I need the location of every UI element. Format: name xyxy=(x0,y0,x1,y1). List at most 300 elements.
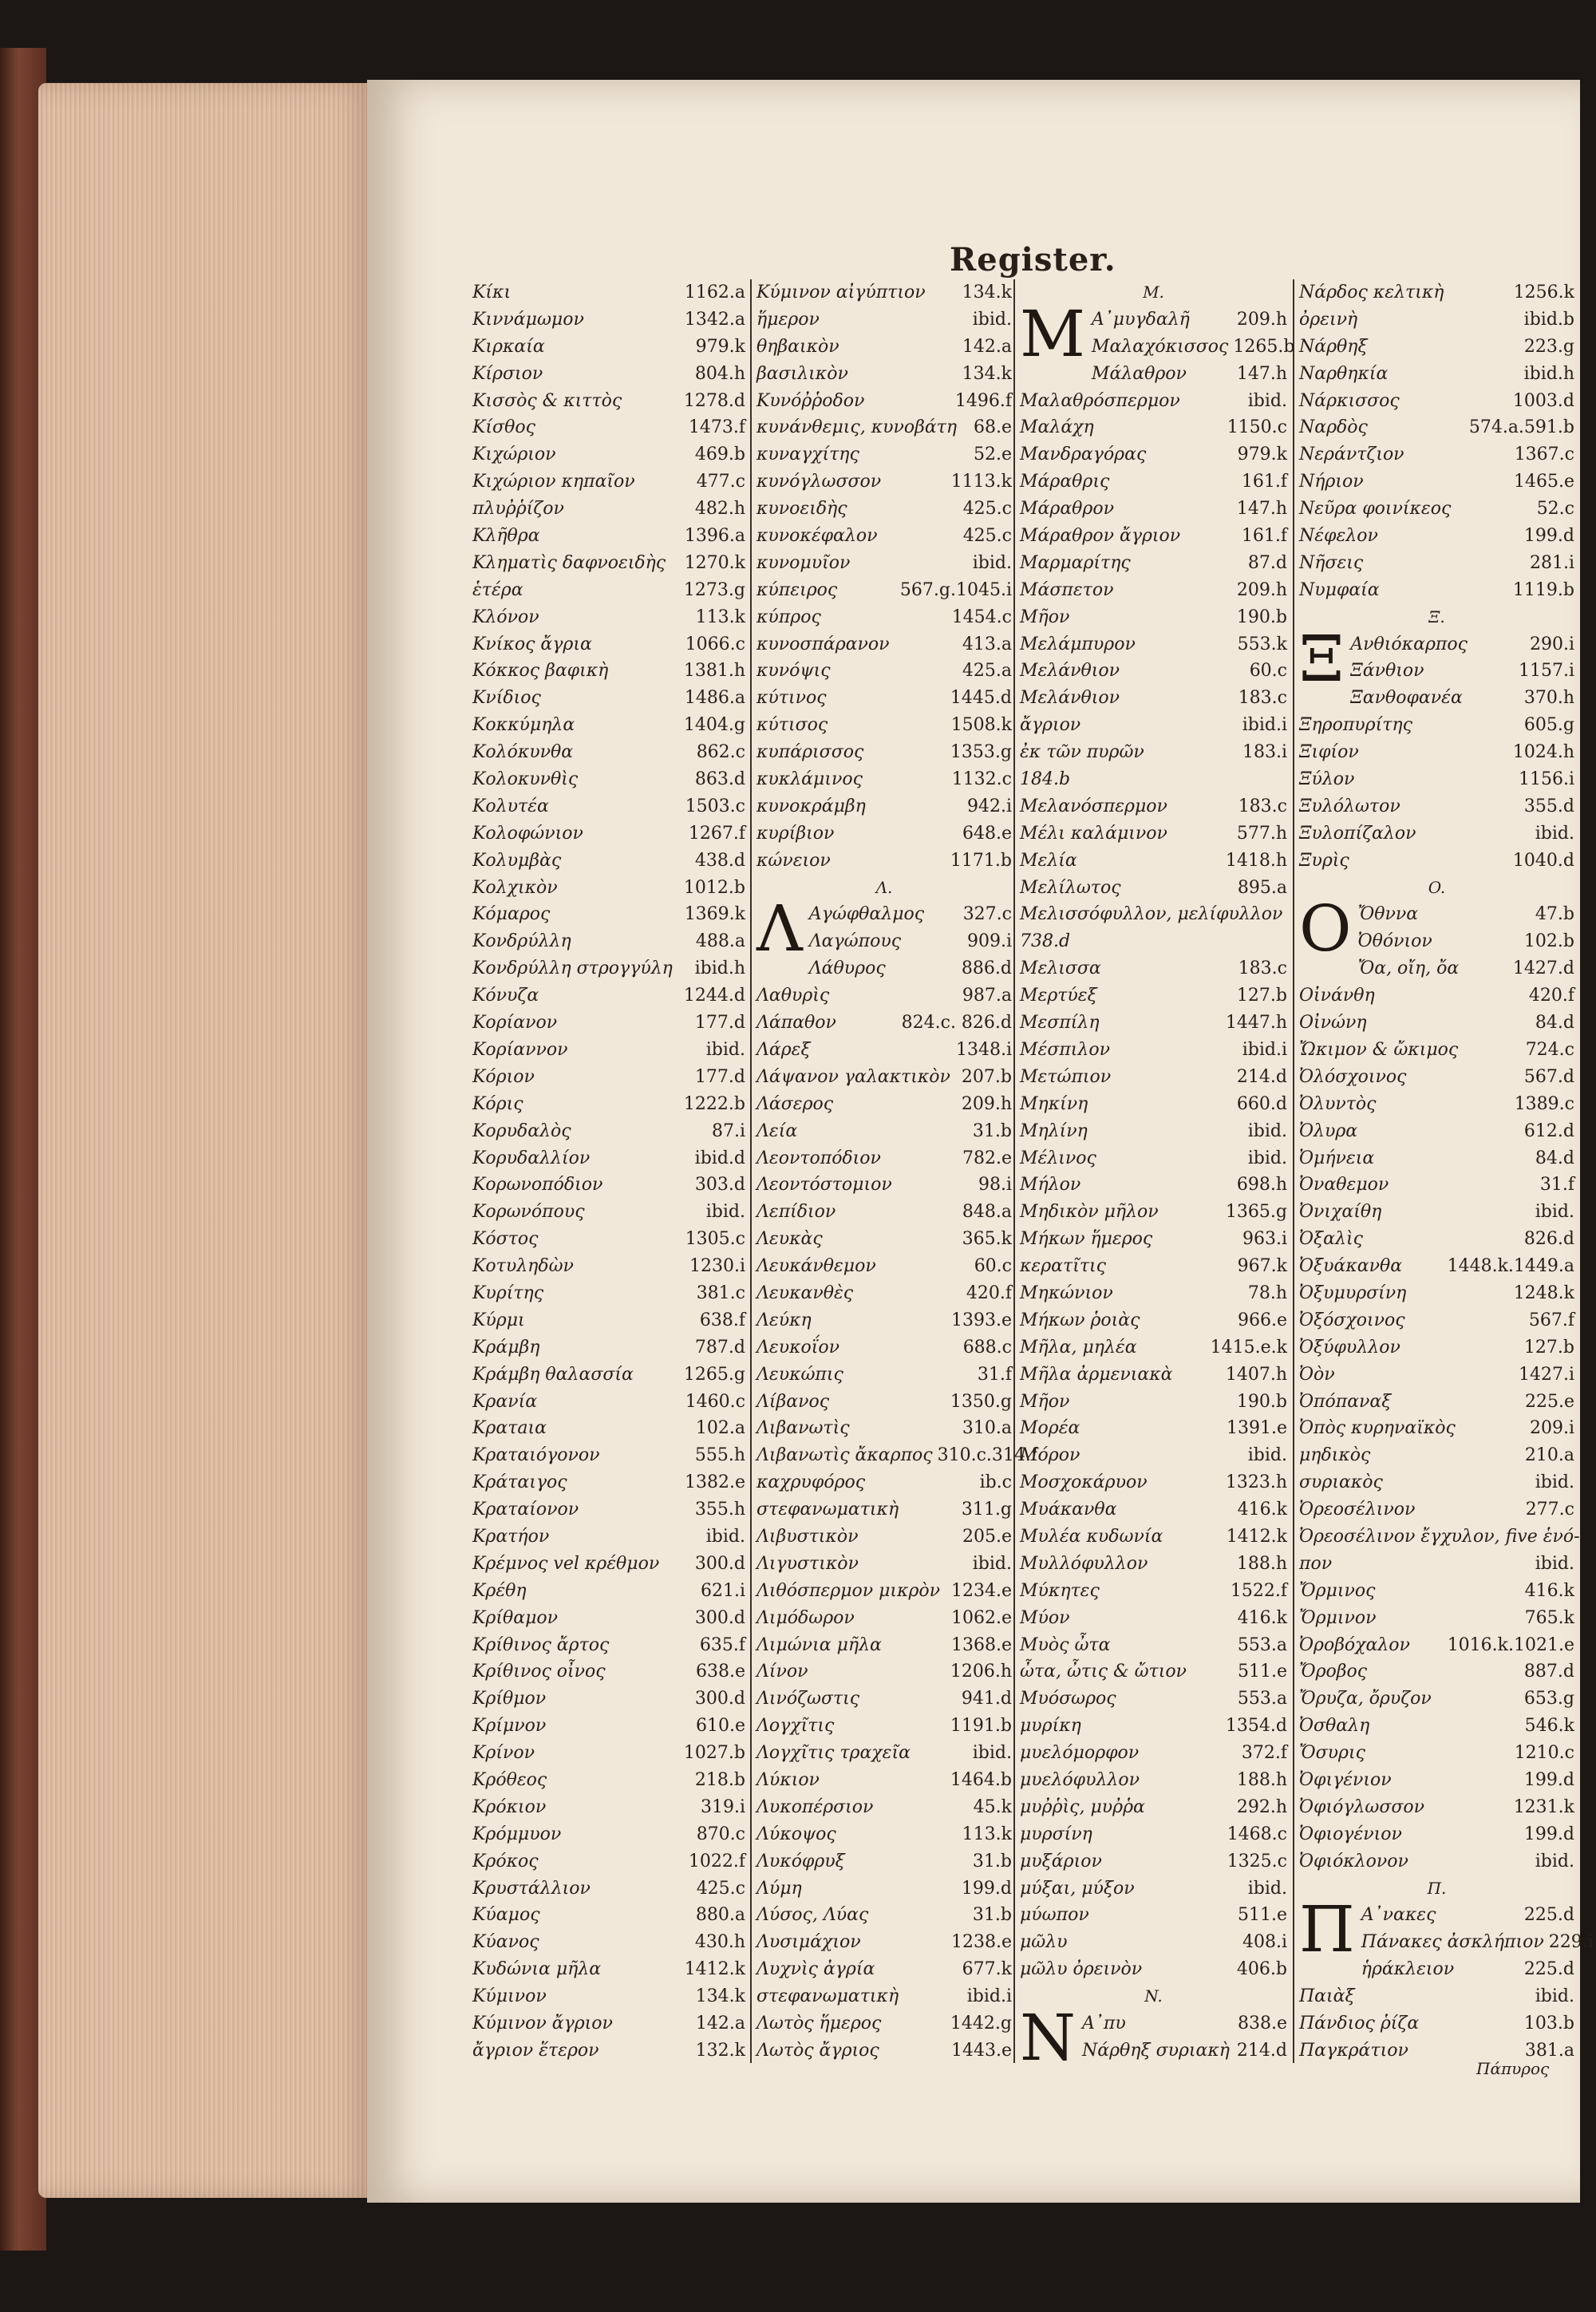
index-entry xyxy=(472,1658,745,1686)
entry-reference: 577.h xyxy=(1236,823,1287,844)
entry-reference: 1150.c xyxy=(1227,417,1287,438)
index-entry xyxy=(1299,577,1574,604)
entry-reference: 1267.f xyxy=(688,823,745,844)
entry-reference: 98.i xyxy=(978,1175,1012,1196)
entry-term: Κολχικὸν xyxy=(472,877,558,898)
index-entry xyxy=(472,1983,745,2010)
entry-term: Λ. xyxy=(875,877,893,897)
entry-term: στεφανωματικὴ xyxy=(757,1986,899,2007)
entry-term: Κραταιόγονον xyxy=(472,1445,600,1466)
entry-term: Λύκοψος xyxy=(757,1824,836,1844)
entry-reference: 909.i xyxy=(966,931,1012,952)
index-entry xyxy=(1299,1307,1574,1334)
entry-reference: 1265.b xyxy=(1233,336,1295,357)
entry-term: Νάρδος κελτικὴ xyxy=(1299,283,1444,302)
entry-term: Μάραθρις xyxy=(1020,472,1110,492)
entry-reference: 209.i xyxy=(1529,1418,1574,1439)
index-entry xyxy=(1020,1821,1287,1848)
entry-reference: 1022.f xyxy=(688,1851,745,1871)
entry-term: Ὄροβος xyxy=(1299,1662,1368,1682)
index-entry xyxy=(472,1389,745,1416)
entry-term: Κλόνον xyxy=(472,607,539,627)
entry-reference: 1191.b xyxy=(950,1716,1012,1737)
entry-reference: 103.b xyxy=(1523,2014,1574,2033)
entry-reference: 1464.b xyxy=(950,1769,1012,1790)
entry-reference: 804.h xyxy=(694,363,745,384)
entry-reference: 787.d xyxy=(694,1337,745,1358)
entry-term: Κονδρύλλη στρογγύλη xyxy=(472,958,673,979)
index-entry xyxy=(757,523,1012,550)
index-entry xyxy=(472,1226,745,1253)
entry-term: Μοσχοκάρυον xyxy=(1020,1472,1148,1493)
index-entry xyxy=(1350,658,1574,685)
entry-reference: 300.d xyxy=(694,1689,745,1709)
entry-reference: 612.d xyxy=(1523,1120,1574,1141)
index-entry xyxy=(472,361,745,388)
entry-term: Πάνακες ἀσκλήπιον xyxy=(1361,1932,1544,1953)
entry-reference: 102.a xyxy=(695,1418,745,1439)
index-entry xyxy=(757,1496,1012,1524)
entry-reference: 199.d xyxy=(961,1878,1012,1899)
index-entry xyxy=(472,1118,745,1145)
index-entry xyxy=(472,1686,745,1713)
entry-term: κύτινος xyxy=(757,688,827,709)
entry-reference: 660.d xyxy=(1236,1093,1287,1114)
entry-term: Μυλέα κυδωνία xyxy=(1020,1526,1163,1547)
entry-reference: 277.c xyxy=(1525,1500,1574,1520)
index-entry xyxy=(1020,1280,1287,1307)
index-entry xyxy=(1299,1767,1574,1794)
entry-term: Λευκάνθεμον xyxy=(757,1256,876,1277)
entry-term: Λάθυρος xyxy=(808,958,886,979)
entry-term: Κίσθος xyxy=(472,417,535,438)
entry-reference: 511.e xyxy=(1237,1662,1287,1682)
index-entry xyxy=(472,739,745,766)
entry-term: ἄγριον ἕτερον xyxy=(472,2040,599,2061)
index-entry xyxy=(472,793,745,820)
entry-reference: 381.a xyxy=(1524,2040,1574,2061)
index-entry xyxy=(472,1362,745,1389)
entry-reference: 406.b xyxy=(1236,1959,1287,1980)
index-entry xyxy=(757,766,1012,793)
index-entry xyxy=(1020,1442,1287,1469)
entry-reference: 511.e xyxy=(1237,1905,1287,1926)
entry-term: Ξάνθιον xyxy=(1350,661,1424,682)
index-entry xyxy=(757,1172,1012,1199)
entry-reference: 1460.c xyxy=(685,1391,745,1412)
index-entry xyxy=(472,820,745,848)
entry-term: Κρόθεος xyxy=(472,1769,547,1790)
entry-term: Ὀλυντὸς xyxy=(1299,1093,1377,1114)
index-entry xyxy=(1299,1686,1574,1713)
entry-term: Λυκοπέρσιον xyxy=(757,1796,874,1817)
index-entry xyxy=(472,577,745,604)
entry-reference: 1508.k xyxy=(950,715,1012,736)
entry-reference: 209.h xyxy=(961,1093,1012,1114)
entry-reference: 967.k xyxy=(1237,1256,1287,1277)
entry-reference: 1162.a xyxy=(684,283,745,302)
entry-term: Ὀφιόκλονον xyxy=(1299,1851,1408,1871)
entry-term: Κίκι xyxy=(472,283,512,302)
index-entry xyxy=(1082,2037,1287,2065)
index-entry xyxy=(1020,1686,1287,1713)
index-entry xyxy=(472,1469,745,1496)
index-entry xyxy=(472,1767,745,1794)
entry-term: συριακὸς xyxy=(1299,1472,1383,1493)
entry-reference: 1427.i xyxy=(1518,1364,1574,1385)
index-entry xyxy=(1020,1334,1287,1362)
entry-term: Κιχώριον κηπαῖον xyxy=(472,472,635,492)
entry-term: Κύμινον ἄγριον xyxy=(472,2014,613,2033)
entry-reference: 142.a xyxy=(695,2014,745,2033)
entry-reference: 635.f xyxy=(699,1634,745,1655)
index-entry xyxy=(1299,820,1574,848)
entry-term: κυκλάμινος xyxy=(757,769,863,790)
entry-reference: 303.d xyxy=(694,1175,745,1196)
index-entry xyxy=(1299,1658,1574,1686)
entry-reference: 648.e xyxy=(962,823,1012,844)
entry-term: Κισσὸς & κιττὸς xyxy=(472,390,622,411)
index-entry xyxy=(757,1848,1012,1875)
index-entry xyxy=(757,604,1012,631)
entry-term: Λιμόδωρον xyxy=(757,1607,855,1628)
index-entry xyxy=(757,1037,1012,1064)
index-entry xyxy=(1020,1199,1287,1226)
entry-reference: 941.d xyxy=(961,1689,1012,1709)
index-entry xyxy=(757,1658,1012,1686)
entry-reference: 942.i xyxy=(966,796,1012,816)
entry-term: Μυλλόφυλλον xyxy=(1020,1553,1148,1574)
index-entry xyxy=(757,631,1012,658)
entry-term: Ναρθηκία xyxy=(1299,363,1389,384)
entry-term: Μορέα xyxy=(1020,1418,1080,1439)
entry-term: Λιγυστικὸν xyxy=(757,1553,859,1574)
index-entry xyxy=(1350,685,1574,712)
entry-reference: 416.k xyxy=(1237,1607,1287,1628)
index-entry xyxy=(1299,1334,1574,1362)
entry-reference: 1016.k.1021.e xyxy=(1447,1634,1574,1655)
entry-term: Κραταίονον xyxy=(472,1500,579,1520)
entry-term: Κιχώριον xyxy=(472,445,556,465)
index-entry xyxy=(1020,468,1287,496)
index-entry xyxy=(472,468,745,496)
entry-reference: ibid.b xyxy=(1523,309,1574,330)
entry-reference: 188.h xyxy=(1236,1553,1287,1574)
entry-term: Κρατaια xyxy=(472,1418,547,1439)
index-entry xyxy=(1020,550,1287,577)
index-entry xyxy=(472,388,745,415)
index-entry xyxy=(1020,1389,1287,1416)
entry-term: Μαλαθρόσπερμον xyxy=(1020,390,1180,411)
index-entry xyxy=(1299,1172,1574,1199)
entry-term: Ξύλον xyxy=(1299,769,1355,790)
entry-term: 184.b xyxy=(1020,769,1071,790)
index-entry xyxy=(1020,1172,1287,1199)
entry-reference: 567.f xyxy=(1528,1310,1574,1330)
entry-term: Μέλι καλάμινον xyxy=(1020,823,1167,844)
entry-term: Μάραθρον ἄγριον xyxy=(1020,526,1181,547)
index-entry xyxy=(757,820,1012,848)
entry-reference: 1222.b xyxy=(683,1093,745,1114)
index-entry xyxy=(1299,739,1574,766)
index-entry xyxy=(472,1334,745,1362)
index-entry xyxy=(1020,1091,1287,1118)
index-entry xyxy=(472,1199,745,1226)
entry-reference: 190.b xyxy=(1236,1391,1287,1412)
index-entry xyxy=(757,685,1012,712)
index-entry xyxy=(1299,1794,1574,1821)
entry-reference: 372.f xyxy=(1241,1743,1287,1764)
index-entry xyxy=(757,496,1012,523)
entry-term: μυελόφυλλον xyxy=(1020,1769,1140,1790)
entry-reference: ibid. xyxy=(1535,823,1574,844)
entry-reference: 134.k xyxy=(962,283,1012,302)
entry-term: Μελισσόφυλλον, μελίφυλλον xyxy=(1020,904,1283,925)
entry-term: Μεσπίλη xyxy=(1020,1013,1100,1033)
entry-term: μυξάριον xyxy=(1020,1851,1102,1871)
index-entry xyxy=(1299,848,1574,875)
entry-term: Λογχῖτις τραχεῖα xyxy=(757,1743,911,1764)
entry-reference: 1156.i xyxy=(1518,769,1574,790)
entry-reference: 1230.i xyxy=(689,1256,745,1277)
entry-reference: 45.k xyxy=(973,1796,1012,1817)
entry-term: Κύμινον xyxy=(472,1986,547,2007)
index-entry xyxy=(1299,1064,1574,1091)
entry-term: Κνίκος ἄγρια xyxy=(472,634,592,654)
index-entry xyxy=(757,1199,1012,1226)
entry-term: Μηκώνιον xyxy=(1020,1282,1113,1303)
index-entry xyxy=(757,1713,1012,1740)
entry-reference: 1407.h xyxy=(1225,1364,1287,1385)
entry-term: Μερτύεξ xyxy=(1020,986,1097,1006)
index-entry xyxy=(757,1767,1012,1794)
entry-reference: 31.b xyxy=(972,1851,1012,1871)
entry-reference: 292.h xyxy=(1236,1796,1287,1817)
entry-reference: 574.a.591.b xyxy=(1468,417,1574,438)
entry-term: Ὀξυάκανθα xyxy=(1299,1256,1403,1277)
entry-reference: 199.d xyxy=(1523,1769,1574,1790)
entry-reference: 425.c xyxy=(696,1878,745,1899)
entry-reference: 1256.k xyxy=(1513,283,1574,302)
entry-term: Κορωνόπους xyxy=(472,1202,585,1223)
entry-term: Ὄσυρις xyxy=(1299,1743,1365,1764)
entry-reference: 223.g xyxy=(1523,336,1574,357)
entry-reference: 1066.c xyxy=(685,634,745,654)
index-entry xyxy=(472,1442,745,1469)
entry-term: μυρσίνη xyxy=(1020,1824,1092,1844)
initial-letter: Ξ xyxy=(1299,621,1345,696)
entry-reference: 52.c xyxy=(1536,499,1574,520)
entry-reference: 1119.b xyxy=(1512,579,1574,600)
entry-term: Κόστος xyxy=(472,1229,539,1250)
entry-term: Λάψανον γαλακτικὸν xyxy=(757,1066,950,1087)
entry-reference: 300.d xyxy=(694,1553,745,1574)
entry-reference: 1389.c xyxy=(1514,1093,1574,1114)
index-entry xyxy=(757,414,1012,441)
entry-reference: 161.f xyxy=(1241,472,1287,492)
index-entry xyxy=(472,1713,745,1740)
entry-reference: 963.i xyxy=(1242,1229,1287,1250)
entry-reference: 966.e xyxy=(1237,1310,1287,1330)
entry-reference: 161.f xyxy=(1241,526,1287,547)
entry-reference: 1278.d xyxy=(683,390,745,411)
entry-reference: 724.c xyxy=(1525,1039,1574,1060)
entry-reference: 677.k xyxy=(962,1959,1012,1980)
index-entry xyxy=(472,1010,745,1037)
entry-reference: 188.h xyxy=(1236,1769,1287,1790)
entry-reference: 1391.e xyxy=(1226,1418,1287,1439)
entry-term: Μαλάχη xyxy=(1020,417,1094,438)
index-entry xyxy=(1299,1524,1580,1551)
entry-reference: 1381.h xyxy=(683,661,745,682)
index-entry xyxy=(1020,1740,1287,1767)
index-entry xyxy=(472,604,745,631)
index-entry xyxy=(1299,1226,1574,1253)
entry-term: Κράταιγος xyxy=(472,1472,567,1493)
entry-term: Νῆσεις xyxy=(1299,552,1364,573)
entry-reference: 183.c xyxy=(1238,958,1287,979)
index-entry xyxy=(1020,577,1287,604)
entry-reference: ibid. xyxy=(705,1202,745,1223)
index-entry xyxy=(1299,1983,1574,2010)
entry-term: Ὀθόνιον xyxy=(1357,931,1432,952)
entry-reference: 1496.f xyxy=(954,390,1012,411)
entry-term: Μῆον xyxy=(1020,1391,1070,1412)
index-entry xyxy=(757,1334,1012,1362)
index-entry xyxy=(472,875,745,902)
entry-term: Ξανθοφανέα xyxy=(1350,688,1463,709)
entry-term: Λευκώπις xyxy=(757,1364,843,1385)
index-entry xyxy=(1020,928,1287,955)
entry-term: Κιρκαία xyxy=(472,336,545,357)
entry-reference: 1465.e xyxy=(1513,472,1574,492)
entry-term: Κυδώνια μῆλα xyxy=(472,1959,602,1980)
entry-reference: 1503.c xyxy=(685,796,745,816)
index-entry xyxy=(757,712,1012,739)
entry-term: ὀρεινὴ xyxy=(1299,309,1358,330)
entry-reference: ibid. xyxy=(705,1526,745,1547)
entry-term: Μῆον xyxy=(1020,607,1070,627)
entry-term: Λιθόσπερμον μικρὸν xyxy=(757,1580,941,1601)
entry-term: Λωτὸς ἥμερος xyxy=(757,2014,882,2033)
entry-reference: 60.c xyxy=(1249,661,1287,682)
entry-term: Κρυστάλλιον xyxy=(472,1878,591,1899)
entry-reference: 1486.a xyxy=(684,688,745,709)
entry-term: κύπειρος xyxy=(757,579,838,600)
entry-reference: 60.c xyxy=(974,1256,1012,1277)
entry-reference: 147.h xyxy=(1236,499,1287,520)
entry-term: Κύρμι xyxy=(472,1310,525,1330)
entry-reference: 863.d xyxy=(694,769,745,790)
entry-term: Κόμαρος xyxy=(472,904,551,925)
entry-term: ἡράκλειον xyxy=(1361,1959,1455,1980)
entry-reference: 1323.h xyxy=(1225,1472,1287,1493)
index-entry xyxy=(472,685,745,712)
entry-reference: 225.d xyxy=(1523,1905,1574,1926)
entry-reference: 31.f xyxy=(1539,1175,1574,1196)
index-entry xyxy=(757,1686,1012,1713)
entry-reference: 1265.g xyxy=(683,1364,745,1385)
entry-reference: 1396.a xyxy=(684,526,745,547)
index-entry xyxy=(757,1389,1012,1416)
index-entry xyxy=(757,1118,1012,1145)
entry-term: κυνομυῖον xyxy=(757,552,851,573)
index-entry xyxy=(757,739,1012,766)
entry-term: Νέφελον xyxy=(1299,526,1378,547)
entry-reference: 319.i xyxy=(700,1796,745,1817)
entry-reference: 310.a xyxy=(962,1418,1012,1439)
index-entry xyxy=(472,1253,745,1280)
index-entry xyxy=(472,712,745,739)
index-entry xyxy=(472,1551,745,1578)
entry-reference: 1248.k xyxy=(1513,1282,1574,1303)
entry-term: Μάλαθρον xyxy=(1091,363,1187,384)
index-entry xyxy=(1020,1064,1287,1091)
index-entry xyxy=(1020,739,1287,766)
entry-term: Οἰνάνθη xyxy=(1299,986,1375,1006)
index-entry xyxy=(472,1632,745,1659)
entry-term: ἄγριον xyxy=(1020,715,1081,736)
catchword: Πάπυρος xyxy=(1476,2059,1550,2078)
index-entry xyxy=(757,1551,1012,1578)
entry-reference: ibid. xyxy=(1535,1986,1574,2007)
entry-reference: 300.d xyxy=(694,1607,745,1628)
entry-term: Ὀλυρα xyxy=(1299,1120,1358,1141)
entry-term: Ὀνιχαίθη xyxy=(1299,1202,1382,1223)
entry-reference: 1442.g xyxy=(950,2014,1012,2033)
entry-term: O. xyxy=(1428,877,1446,897)
index-entry xyxy=(1361,1929,1594,1956)
index-entry xyxy=(472,928,745,955)
entry-reference: 838.e xyxy=(1237,2014,1287,2033)
entry-term: Ὀὸν xyxy=(1299,1364,1335,1385)
entry-term: κύπρος xyxy=(757,607,821,627)
entry-reference: 1412.k xyxy=(1226,1526,1287,1547)
index-entry xyxy=(1020,1658,1287,1686)
entry-term: Ὀναθεμον xyxy=(1299,1175,1389,1196)
index-entry xyxy=(1020,1713,1287,1740)
entry-reference: ibid.d xyxy=(694,1148,745,1168)
entry-term: Α᾽μυγδαλῆ xyxy=(1091,309,1190,330)
entry-term: N. xyxy=(1144,1986,1163,2006)
entry-reference: 824.c. 826.d xyxy=(901,1013,1012,1033)
index-entry xyxy=(472,1145,745,1172)
entry-term: Μηκίνη xyxy=(1020,1093,1088,1114)
entry-reference: 638.f xyxy=(699,1310,745,1330)
index-entry xyxy=(472,2037,745,2065)
index-entry xyxy=(1020,1929,1287,1956)
entry-term: Μυάκανθα xyxy=(1020,1500,1117,1520)
index-entry xyxy=(1299,334,1574,361)
index-entry xyxy=(1299,1713,1574,1740)
entry-term: Λευκοΐον xyxy=(757,1337,839,1358)
entry-term: Μετώπιον xyxy=(1020,1066,1112,1087)
entry-reference: 177.d xyxy=(694,1013,745,1033)
entry-reference: 621.i xyxy=(700,1580,745,1601)
entry-term: Ὄθννα xyxy=(1357,904,1419,925)
entry-reference: 1040.d xyxy=(1512,850,1574,871)
entry-reference: 1443.e xyxy=(950,2040,1012,2061)
entry-reference: 102.b xyxy=(1523,931,1574,952)
entry-term: Ὄρυζα, ὄρυζον xyxy=(1299,1689,1432,1709)
index-entry xyxy=(1020,766,1287,793)
entry-reference: 127.b xyxy=(1523,1337,1574,1358)
index-entry xyxy=(1299,1010,1574,1037)
index-entry xyxy=(1299,1145,1574,1172)
index-entry xyxy=(1020,496,1287,523)
entry-reference: 482.h xyxy=(694,499,745,520)
entry-term: κυνοσπάρανον xyxy=(757,634,890,654)
